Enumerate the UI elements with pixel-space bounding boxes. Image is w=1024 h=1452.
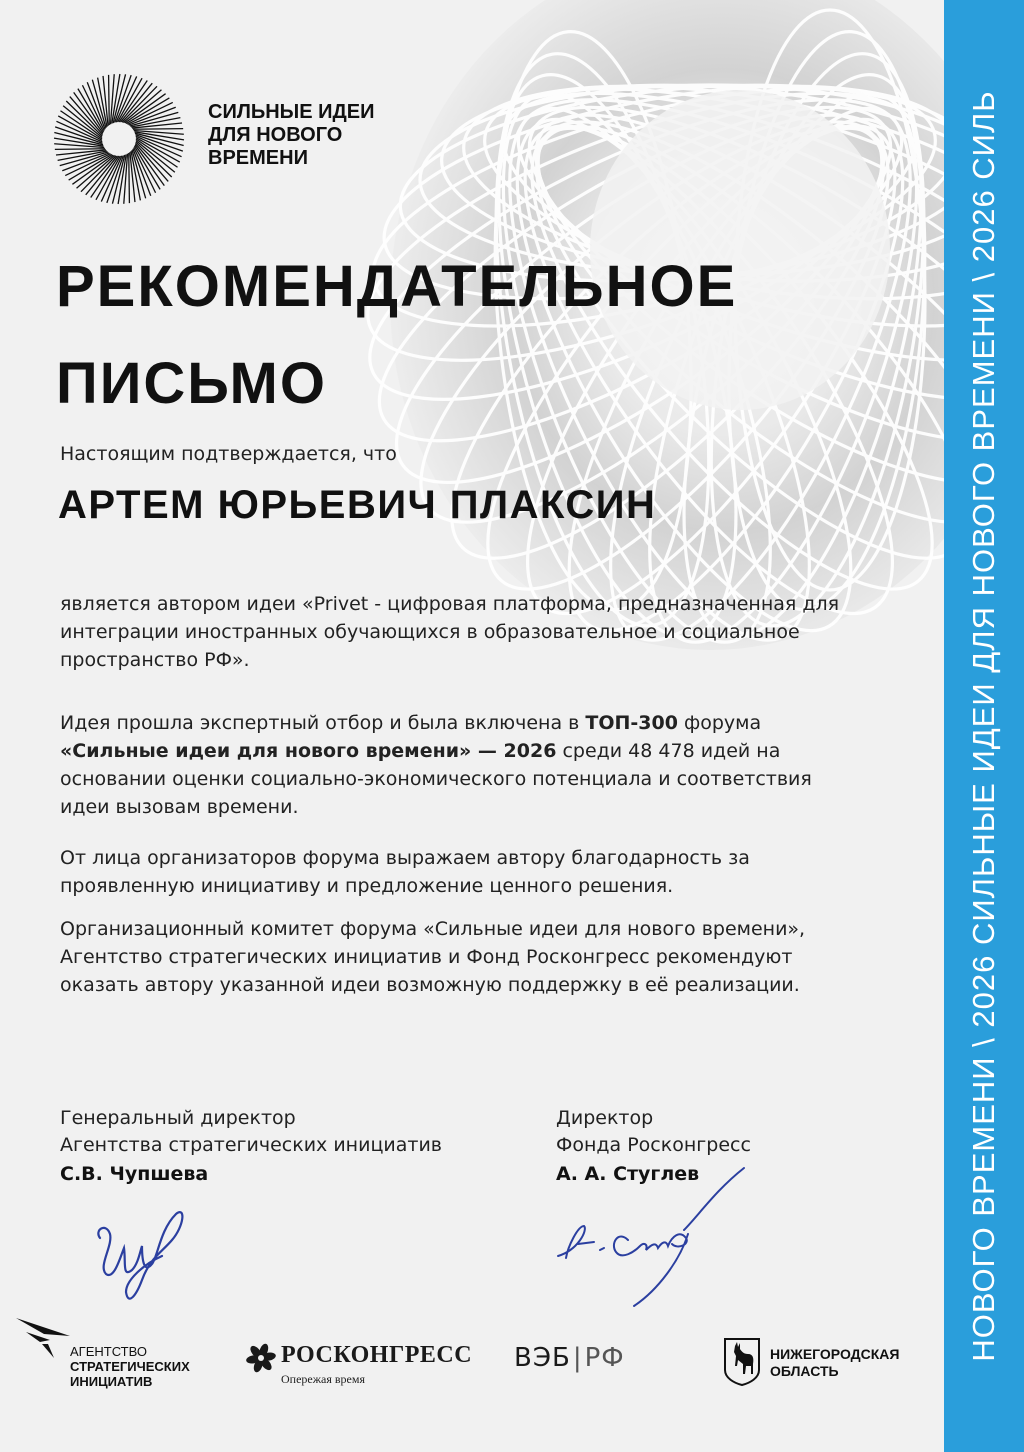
p2-top300: ТОП-300: [585, 712, 678, 734]
side-band-text: НОВОГО ВРЕМЕНИ \ 2026 СИЛЬНЫЕ ИДЕИ ДЛЯ НОВОГО ВРЕМЕНИ \ 2026 СИЛЬ: [966, 90, 1001, 1362]
signatory-rc-name: А. А. Стуглев: [556, 1163, 700, 1185]
asi-logo-text: [70, 1344, 190, 1389]
side-band: [944, 0, 1024, 1452]
p2-part-a: Идея прошла экспертный отбор и была включена в: [60, 712, 586, 734]
page-title: [56, 238, 737, 432]
asi-line-3: ИНИЦИАТИВ: [70, 1374, 153, 1389]
title-line-1: РЕКОМЕНДАТЕЛЬНОЕ: [56, 254, 738, 319]
asi-line-2: СТРАТЕГИЧЕСКИХ: [70, 1359, 190, 1374]
brand-line-3: ВРЕМЕНИ: [208, 147, 308, 169]
signatory-asi: [60, 1105, 442, 1188]
signatory-asi-position-2: Агентства стратегических инициатив: [60, 1134, 442, 1156]
roscongress-flower-icon: [246, 1343, 276, 1373]
roscongress-tagline: Опережая время: [281, 1372, 365, 1386]
p2-part-e: среди 48 478 идей на основании оценки социально-экономического потенциала и соответствия идеи вызовам времени.: [60, 740, 812, 818]
p2-forum-name: «Сильные идеи для нового времени» — 2026: [60, 740, 557, 762]
nn-line-1: НИЖЕГОРОДСКАЯ: [770, 1346, 900, 1362]
recipient-name: АРТЕМ ЮРЬЕВИЧ ПЛАКСИН: [58, 483, 657, 527]
nizhny-novgorod-deer-emblem-icon: [722, 1336, 762, 1386]
signatory-rc-position-1: Директор: [556, 1107, 654, 1129]
p2-part-c: форума: [677, 712, 762, 734]
roscongress-name: РОСКОНГРЕСС: [281, 1342, 473, 1368]
lead-text: Настоящим подтверждается, что: [60, 443, 397, 465]
veb-logo: [514, 1343, 625, 1373]
paragraph-idea: является автором идеи «Privet - цифровая платформа, предназначенная для интеграции иностранных обучающихся в образовательное и социальное пространство РФ».: [60, 593, 840, 671]
signature-chupsheva: [80, 1200, 200, 1310]
nizhny-novgorod-text: [770, 1346, 899, 1380]
signatory-asi-position-1: Генеральный директор: [60, 1107, 296, 1129]
brand-name: [208, 101, 374, 170]
sunburst-logo-icon: [52, 72, 186, 206]
paragraph-recommendation: Организационный комитет форума «Сильные идеи для нового времени», Агентство стратегических инициатив и Фонд Росконгресс рекомендуют оказать автору указанной идеи возможную поддержку в её реализации.: [60, 918, 806, 996]
signatory-rc-position-2: Фонда Росконгресс: [556, 1134, 751, 1156]
signatory-asi-name: С.В. Чупшева: [60, 1163, 209, 1185]
veb-left: ВЭБ: [514, 1343, 571, 1373]
paragraph-gratitude: От лица организаторов форума выражаем автору благодарность за проявленную инициативу и предложение ценного решения.: [60, 847, 750, 897]
veb-separator: |: [572, 1343, 583, 1373]
paragraph-selection: [60, 709, 860, 821]
veb-right: РФ: [584, 1343, 625, 1373]
asi-line-1: АГЕНТСТВО: [70, 1344, 147, 1359]
brand-line-1: СИЛЬНЫЕ ИДЕИ: [208, 101, 375, 123]
signature-stuglev: [548, 1160, 768, 1320]
asi-logo-icon: [14, 1314, 72, 1360]
title-line-2: ПИСЬМО: [56, 351, 327, 416]
nn-line-2: ОБЛАСТЬ: [770, 1363, 839, 1379]
brand-line-2: ДЛЯ НОВОГО: [208, 124, 343, 146]
